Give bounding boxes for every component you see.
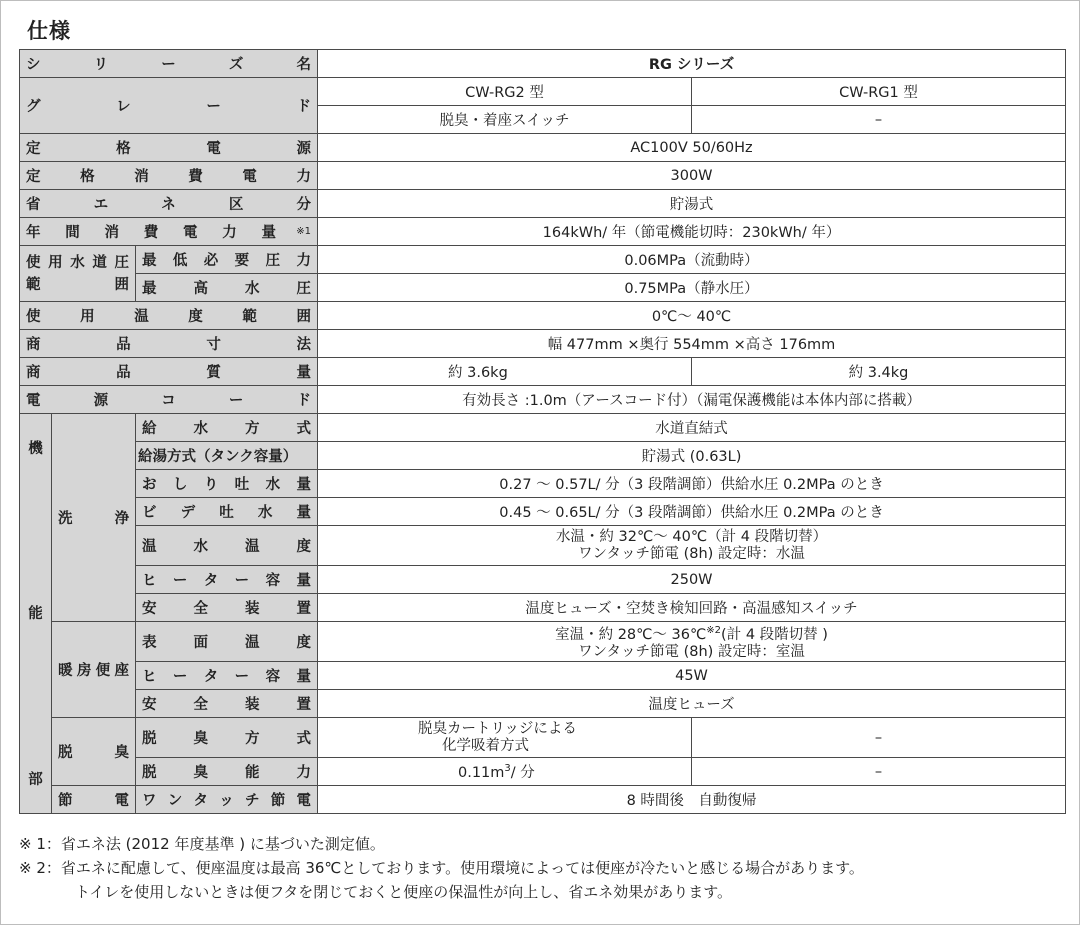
label-series: シ リ ー ズ 名: [26, 57, 311, 73]
row-bidet-flow: [20, 498, 1066, 526]
row-grade-models: [20, 78, 1066, 106]
page-title: 仕様: [27, 19, 71, 43]
label-dimensions: 商 品 寸 法: [26, 337, 311, 353]
value-power-saving: 8 時間後 自動復帰: [318, 786, 1066, 814]
value-pressure-min: 0.06MPa（流動時）: [318, 246, 1066, 274]
note-mark-1: ※1: [296, 226, 311, 237]
value-temp-range: 0℃～ 40℃: [318, 302, 1066, 330]
row-temp-range: [20, 302, 1066, 330]
value-deodorize-capacity-rg1: –: [692, 758, 1066, 786]
value-hot-supply: 貯湯式 (0.63L): [318, 442, 1066, 470]
value-wash-safety: 温度ヒューズ・空焚き検知回路・高温感知スイッチ: [318, 594, 1066, 622]
row-series: [20, 50, 1066, 78]
row-wash-safety: [20, 594, 1066, 622]
label-wash-safety: 安 全 装 置: [142, 601, 311, 617]
label-pressure-min: 最 低 必 要 圧 力: [142, 253, 311, 269]
row-deodorize-method: [20, 718, 1066, 758]
value-deodorize-method-rg1: –: [692, 718, 1066, 758]
value-pressure-max: 0.75MPa（静水圧）: [318, 274, 1066, 302]
value-series: RG シリーズ: [318, 50, 1066, 78]
label-water-pressure: 使 用 水 道 圧 範 囲: [26, 254, 129, 293]
weight-rg1: 約 3.4kg: [692, 358, 1066, 386]
label-supply-method: 給 水 方 式: [142, 421, 311, 437]
label-cord: 電 源 コ ー ド: [26, 393, 311, 409]
value-cord: 有効長さ :1.0m（アースコード付）（漏電保護機能は本体内部に搭載）: [318, 386, 1066, 414]
row-cord: [20, 386, 1066, 414]
row-annual-power: [20, 218, 1066, 246]
row-power-consumption: [20, 162, 1066, 190]
label-power-saving: 節 電: [58, 793, 129, 809]
label-power-source: 定 格 電 源: [26, 141, 311, 157]
value-annual-power: 164kWh/ 年（節電機能切時：230kWh/ 年）: [318, 218, 1066, 246]
label-rear-flow: お し り 吐 水 量: [142, 477, 311, 493]
label-deodorize-method: 脱 臭 方 式: [142, 731, 311, 747]
value-supply-method: 水道直結式: [318, 414, 1066, 442]
label-weight: 商 品 質 量: [26, 365, 311, 381]
label-energy-class: 省 エ ネ 区 分: [26, 197, 311, 213]
label-temp-range: 使 用 温 度 範 囲: [26, 309, 311, 325]
row-seat-heater: [20, 662, 1066, 690]
label-washing: 洗 浄: [58, 511, 129, 527]
row-supply-method: [20, 414, 1066, 442]
label-seat-temp: 表 面 温 度: [142, 635, 311, 651]
label-deodorize: 脱 臭: [58, 745, 129, 761]
value-deodorize-capacity: $0.11m^3/$ 分: [318, 758, 692, 786]
spec-table: [19, 49, 1066, 814]
label-function: 機 能 部: [28, 440, 43, 788]
value-power-consumption: 300W: [318, 162, 1066, 190]
value-seat-safety: 温度ヒューズ: [318, 690, 1066, 718]
row-power-source: [20, 134, 1066, 162]
value-wash-heater: 250W: [318, 566, 1066, 594]
label-hot-supply: 給湯方式（タンク容量）: [138, 449, 298, 465]
label-wash-heater: ヒ ー タ ー 容 量: [142, 573, 311, 589]
label-one-touch-saving: ワ ン タ ッ チ 節 電: [142, 793, 311, 809]
row-dimensions: [20, 330, 1066, 358]
footnote-2: ※ 2：省エネに配慮して、便座温度は最高 36℃としております。使用環境によっては便座が冷たいと感じる場合があります。: [19, 859, 864, 877]
label-pressure-max: 最 高 水 圧: [142, 281, 311, 297]
row-seat-temp: [20, 622, 1066, 662]
value-energy-class: 貯湯式: [318, 190, 1066, 218]
row-hot-supply: [20, 442, 1066, 470]
value-seat-temp: 室温・約 28℃～ 36℃$^{※2}$(計 4 段階切替 ) ワンタッチ節電 (8h) 設定時：室温: [318, 622, 1066, 662]
label-heated-seat: 暖 房 便 座: [58, 663, 129, 679]
row-water-temp: [20, 526, 1066, 566]
label-bidet-flow: ビ デ 吐 水 量: [142, 505, 311, 521]
label-grade: グ レ ー ド: [26, 99, 311, 115]
label-power-consumption: 定 格 消 費 電 力: [26, 169, 311, 185]
row-rear-flow: [20, 470, 1066, 498]
row-energy-class: [20, 190, 1066, 218]
value-water-temp: 水温・約 32℃～ 40℃（計 4 段階切替） ワンタッチ節電 (8h) 設定時：水温: [318, 526, 1066, 566]
row-pressure-min: [20, 246, 1066, 274]
switch-rg1: –: [692, 106, 1066, 134]
value-dimensions: 幅 477mm ×奥行 554mm ×高さ 176mm: [318, 330, 1066, 358]
row-pressure-max: [20, 274, 1066, 302]
footnote-1: ※ 1：省エネ法 (2012 年度基準 ) に基づいた測定値。: [19, 835, 385, 853]
value-deodorize-method: 脱臭カートリッジによる 化学吸着方式: [318, 718, 692, 758]
label-deodorize-capacity: 脱 臭 能 力: [142, 765, 311, 781]
label-seat-heater: ヒ ー タ ー 容 量: [142, 669, 311, 685]
value-rear-flow: 0.27 ～ 0.57L/ 分（3 段階調節）供給水圧 0.2MPa のとき: [318, 470, 1066, 498]
footnote-2-cont: トイレを使用しないときは便フタを閉じておくと便座の保温性が向上し、省エネ効果があります。: [75, 883, 733, 901]
value-seat-heater: 45W: [318, 662, 1066, 690]
note-mark-2: ※2: [706, 625, 722, 637]
row-weight: [20, 358, 1066, 386]
value-bidet-flow: 0.45 ～ 0.65L/ 分（3 段階調節）供給水圧 0.2MPa のとき: [318, 498, 1066, 526]
weight-rg2: 約 3.6kg: [318, 358, 692, 386]
label-water-temp: 温 水 温 度: [142, 539, 311, 555]
row-power-saving: [20, 786, 1066, 814]
value-power-source: AC100V 50/60Hz: [318, 134, 1066, 162]
label-seat-safety: 安 全 装 置: [142, 697, 311, 713]
switch-rg2: 脱臭・着座スイッチ: [318, 106, 692, 134]
label-annual-power: 年 間 消 費 電 力 量 ※1: [26, 225, 311, 241]
model-rg2: CW-RG2 型: [318, 78, 692, 106]
model-rg1: CW-RG1 型: [692, 78, 1066, 106]
row-wash-heater: [20, 566, 1066, 594]
row-seat-safety: [20, 690, 1066, 718]
row-deodorize-capacity: [20, 758, 1066, 786]
